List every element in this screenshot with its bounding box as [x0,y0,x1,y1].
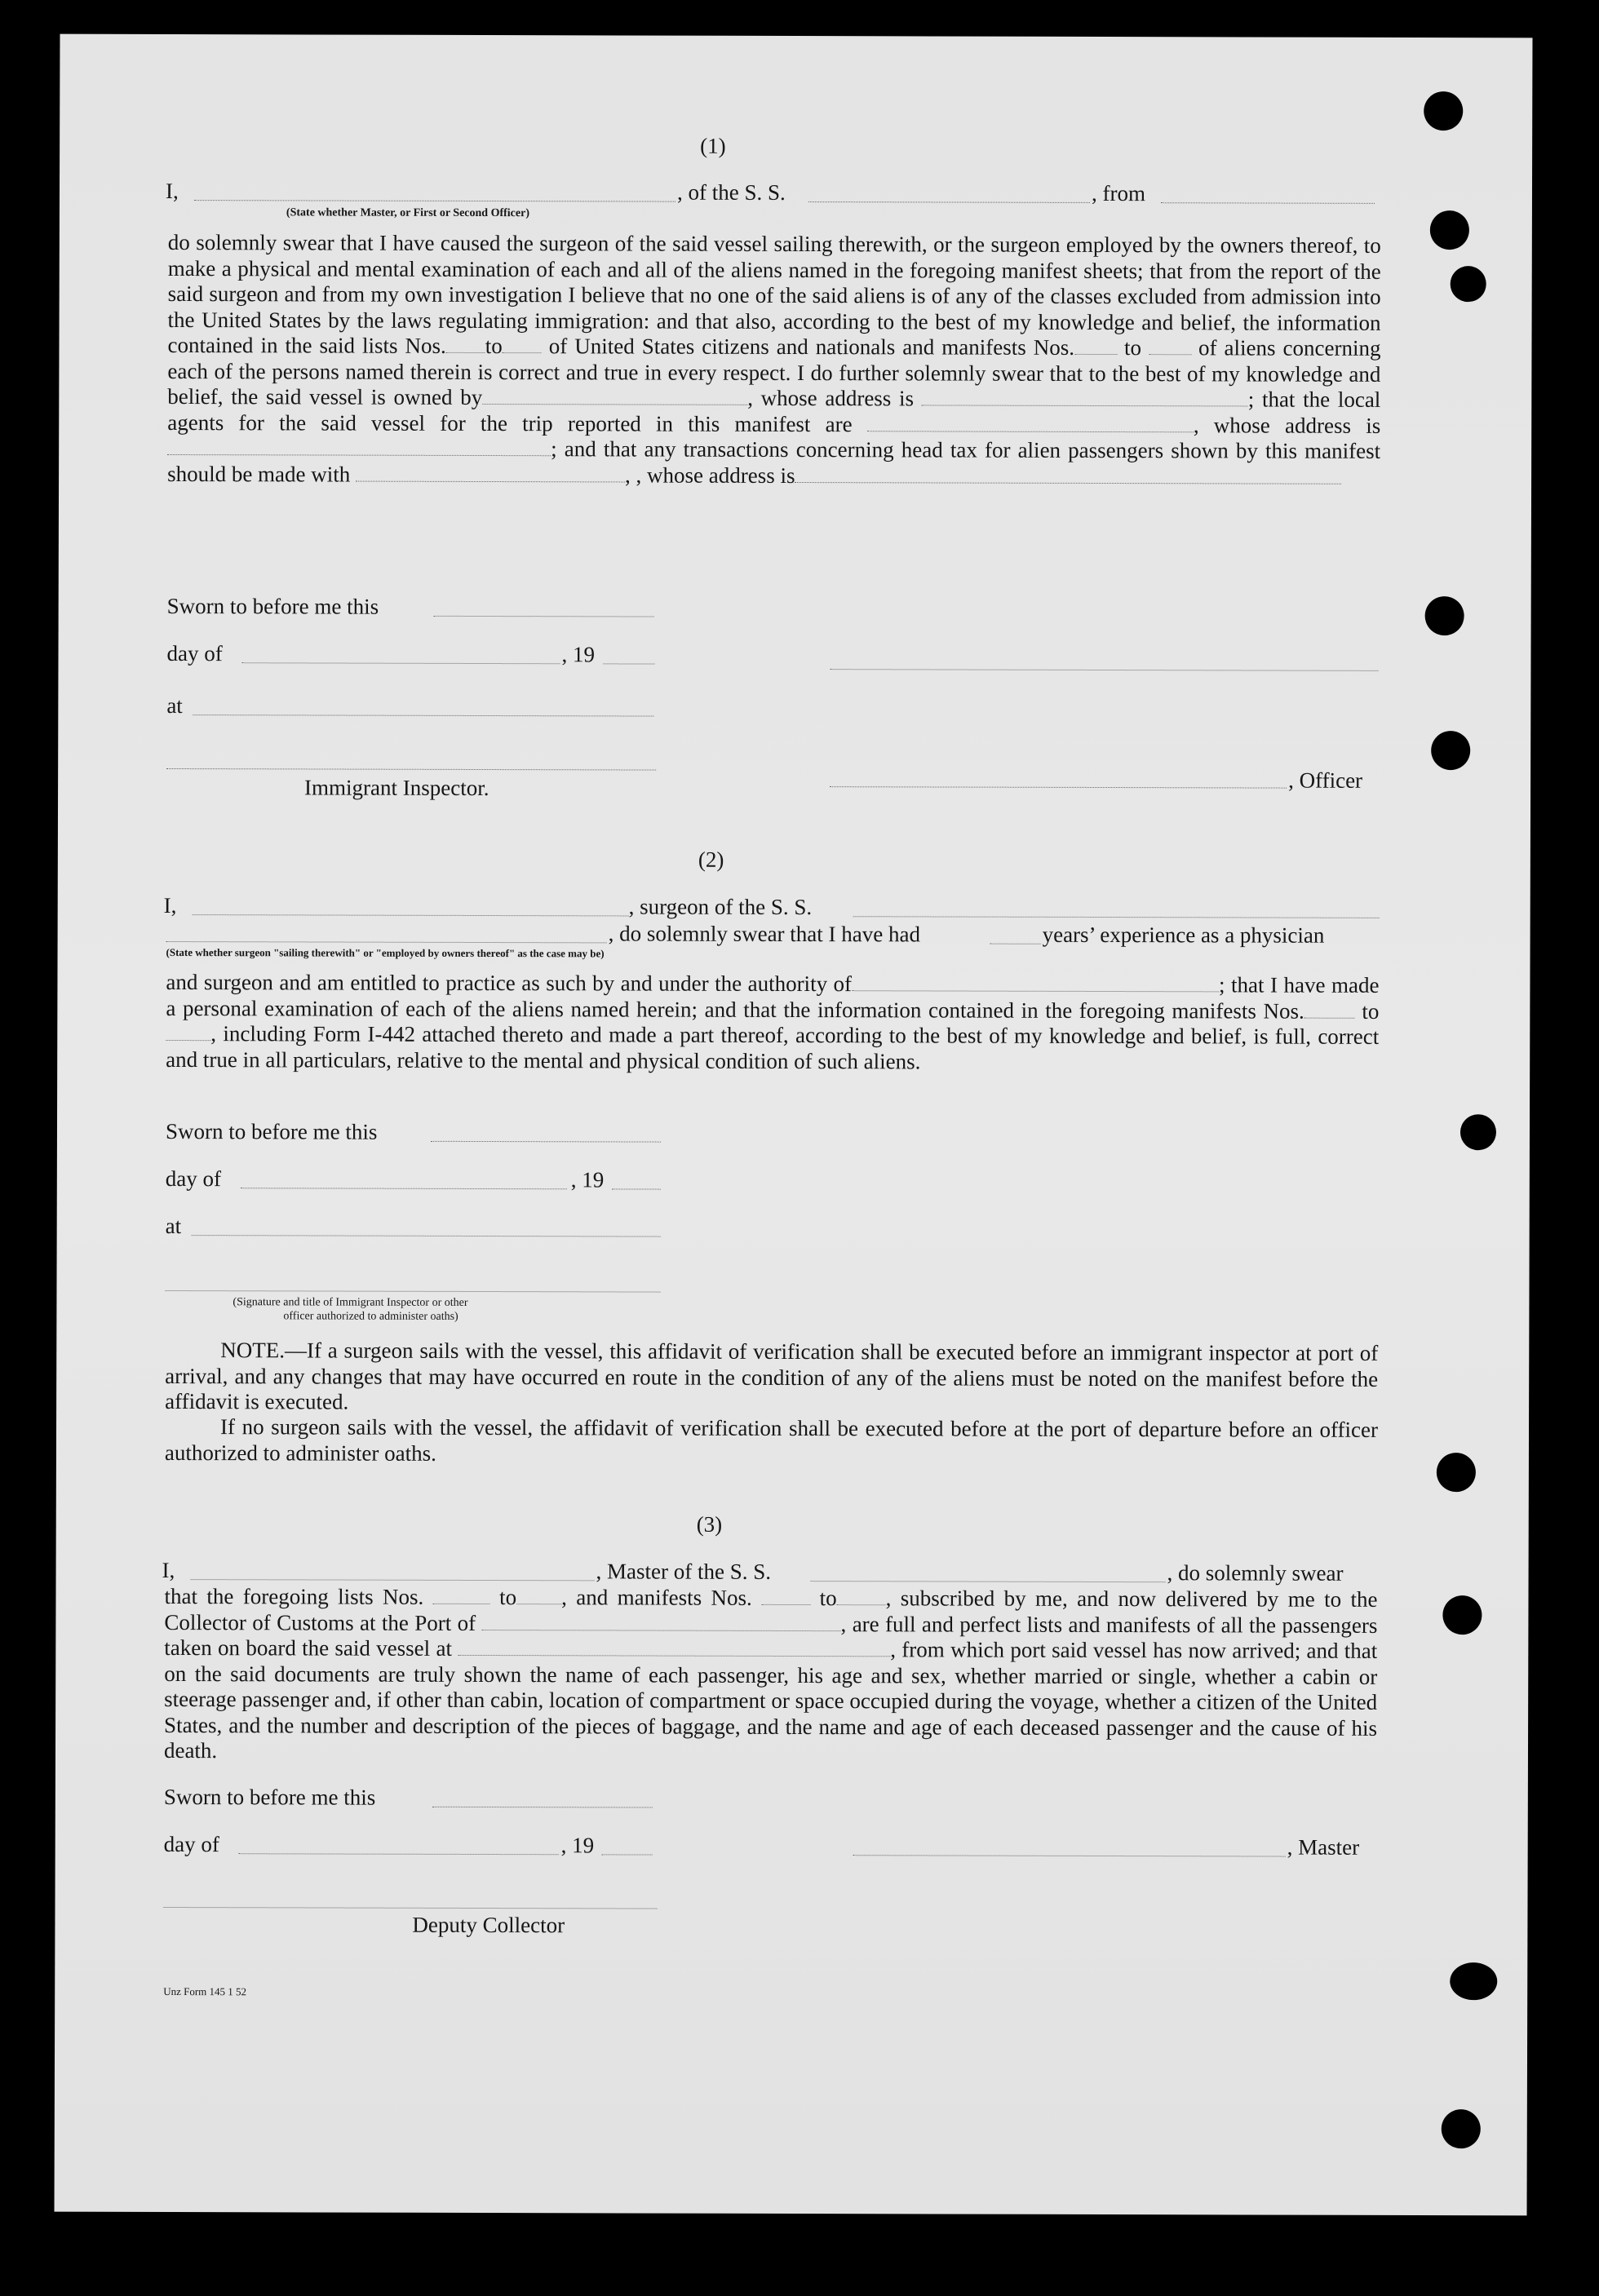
oath-text: of aliens concerning each of the persons named therein is correct and true in every respect. I do further solemnly swear that to the best of my knowledge and belief, the said vessel is owned by [167,335,1381,409]
from-port-field[interactable] [1161,202,1375,204]
sworn-year-field[interactable] [602,1854,653,1855]
sworn-year-field[interactable] [612,1188,661,1189]
years-field[interactable] [990,944,1041,945]
oath-text: , from which port said vessel has now arrived; and that on the said documents are truly shown the name of each passenger, his age and sex, whether married or single, whether a cabin or steerage passenger and, if other than cabin, location of compartment or space occupied during the voyage, whether a citizen of the United States, and the number and description of the pieces of baggage, and the name and age of each deceased passenger and the cause of his death. [163,1637,1378,1763]
punch-hole [1442,1595,1482,1635]
punch-hole [1424,91,1463,131]
oath-text: ; that I have made a personal examination of each of the aliens named herein; and that the information contained in the foregoing manifests Nos. [166,972,1380,1024]
embark-port-field[interactable] [458,1637,890,1657]
punch-hole [1430,210,1469,250]
owner-field[interactable] [482,386,747,405]
surgeon-name-field[interactable] [193,914,629,916]
manifests-from-field[interactable] [1304,999,1355,1018]
agents-address-field[interactable] [167,436,551,456]
officer-name-field[interactable] [194,200,675,202]
officer-label: , Officer [1288,768,1363,793]
master-of-label: , Master of the S. S. [596,1559,772,1584]
sworn-month-field[interactable] [241,1188,567,1189]
form-number: Unz Form 145 1 52 [163,1984,247,1998]
oath-text: , whose address is [747,385,915,411]
oath-text: do solemnly swear that I have caused the surgeon of the said vessel sailing therewith, or the surgeon employed by the owners thereof, to make a physical and mental examination of each and all of the aliens named in the foregoing manifest sheets; that from the report of the said surgeon and from my own investigation I believe that no one of the said aliens is of any of the classes excluded from admission into the United States by the laws regulating immigration: and that also, according to the best of my knowledge and belief, the information contained in the said lists Nos. [167,229,1381,358]
oath-text: , and manifests Nos. [561,1585,752,1610]
officer-title-field[interactable] [830,786,1287,788]
deputy-collector-label: Deputy Collector [412,1912,565,1938]
oath-text: , are full and perfect lists and manifests of all the passengers taken on board the said vessel at [164,1611,1378,1661]
sworn-place-field[interactable] [193,714,653,716]
sworn-label: Sworn to before me this [166,593,379,619]
manifests-to-field[interactable] [166,1022,210,1041]
oath-text: , whose address is [1193,412,1381,438]
day-of-label: day of [165,1166,222,1192]
authority-field[interactable] [852,972,1219,992]
inspector-signature-field[interactable] [166,768,656,771]
surgeon-note: (State whether surgeon "sailing therewith" or "employed by owners thereof" as the case may be) [166,945,605,960]
sworn-place-field[interactable] [192,1235,661,1237]
oath-text: and surgeon and am entitled to practice as such by and under the authority of [166,969,853,997]
head-tax-contact-field[interactable] [356,462,625,482]
punch-hole [1431,731,1470,770]
contact-address-field[interactable] [795,464,1342,484]
officer-signature-field[interactable] [830,669,1378,671]
from-label: , from [1091,180,1146,206]
lists-from-field[interactable] [433,1586,490,1604]
manifests-from-field[interactable] [1074,336,1117,355]
section-number: (1) [700,133,726,158]
oath-text: ; and that any transactions concerning head tax for alien passengers shown by this manifest should be made with [167,436,1381,487]
signature-note: (Signature and title of Immigrant Inspector or other [233,1296,468,1309]
day-of-label: day of [166,640,223,666]
inspector-label: Immigrant Inspector. [304,775,489,801]
sworn-day-field[interactable] [434,616,654,617]
manifests-to-field[interactable] [1149,336,1191,355]
punch-hole [1442,2109,1481,2148]
oath-text: , whose address is [636,462,795,488]
oath-text: to [499,1585,517,1610]
vessel-name-field[interactable] [811,1581,1166,1582]
year-label: , 19 [570,1167,605,1192]
oath-paragraph-2 [166,970,1379,1076]
punch-hole [1450,1962,1497,2000]
oath-text: , subscribed by me, and now delivered by me to the Collector of Customs at the Port of [164,1586,1378,1635]
punch-hole [1437,1453,1476,1492]
lists-from-field[interactable] [446,334,485,353]
oath-paragraph-1: do solemnly swear that I have caused the surgeon of the said vessel sailing therewith, or the surgeon employed by the owners thereof, to make a physical and mental examination of each and all of the aliens named in the foregoing manifest sheets; that from the report of the said surgeon and from my own investigation I believe that no one of the said aliens is of any of the classes excluded from admission into the United States by the laws regulating immigration: and that also, according to the best of my knowledge and belief, the information contained in the said lists Nos. to of United States citizens and nationals and manifests Nos. to of aliens concerning each of the persons named therein is correct and true in every respect. I do further solemnly swear that to the best of my knowledge and belief, the said vessel is owned by , whose address is ; that the local agents for the said vessel for the trip reported in this manifest are , whose address is ; and that any transactions concerning head tax for alien passengers shown by this manifest should be made with , , whose address is [167,229,1381,488]
punch-hole [1425,596,1464,635]
oath-text: to [485,334,503,359]
oath-text: of United States citizens and nationals and manifests Nos. [548,334,1075,360]
deputy-signature-field[interactable] [163,1907,657,1909]
inspector-signature-field[interactable] [165,1290,660,1293]
port-field[interactable] [482,1612,841,1631]
punch-hole [1460,1114,1496,1150]
swear-label: , do solemnly swear [1167,1560,1344,1586]
form-page [55,34,1533,2216]
master-signature-field[interactable] [853,1855,1286,1856]
sworn-day-field[interactable] [431,1141,661,1143]
years-label: years’ experience as a physician [1042,922,1325,948]
owner-address-field[interactable] [922,387,1248,406]
punch-hole [1451,266,1486,302]
section-number: (2) [698,847,724,872]
local-agents-field[interactable] [867,413,1194,432]
day-of-label: day of [163,1831,219,1857]
surgeon-of-label: , surgeon of the S. S. [628,894,813,920]
oath-text: ; that the local agents for the said vessel for the trip reported in this manifest are [167,387,1381,436]
oath-text: to [1362,998,1380,1024]
manifests-to-field[interactable] [837,1586,886,1605]
master-label: , Master [1287,1834,1360,1860]
oath-text: , including Form I-442 attached thereto and made a part thereof, according to the best of my knowledge and belief, is full, correct and true in all particulars, relative to the mental and physical condition of such aliens. [166,1021,1380,1073]
vessel-name-field[interactable] [808,201,1090,203]
i-label: I, [163,892,177,918]
sworn-day-field[interactable] [432,1807,653,1808]
sworn-label: Sworn to before me this [163,1784,376,1810]
oath-text: that the foregoing lists Nos. [164,1583,424,1609]
sworn-year-field[interactable] [603,663,654,664]
at-label: at [166,692,183,719]
sworn-month-field[interactable] [241,662,560,664]
surgeon-status-field[interactable] [166,941,607,943]
year-label: , 19 [561,642,596,667]
i-label: I, [162,1557,175,1583]
lists-to-field[interactable] [503,334,542,353]
signature-note: officer authorized to administer oaths) [283,1310,458,1323]
lists-to-field[interactable] [516,1586,561,1604]
sworn-month-field[interactable] [239,1853,559,1855]
note-paragraph: If no surgeon sails with the vessel, the affidavit of verification shall be executed before at the port of departure before an officer authorized to administer oaths. [164,1414,1379,1466]
swear-label: , do solemnly swear that I have had [608,921,921,947]
manifests-from-field[interactable] [761,1586,810,1605]
vessel-name-field[interactable] [853,916,1380,918]
oath-paragraph-3 [164,1584,1378,1767]
note-paragraph: NOTE.—If a surgeon sails with the vessel, this affidavit of verification shall be executed before an immigrant inspector at port of arrival, and any changes that may have occurred en route in the condition of any of the aliens must be noted on the manifest before the affidavit is executed. [165,1338,1379,1414]
oath-text: to [1123,335,1142,361]
year-label: , 19 [560,1833,595,1858]
oath-text: to [819,1586,837,1611]
sworn-label: Sworn to before me this [165,1118,378,1144]
of-ss-label: , of the S. S. [676,179,786,205]
master-name-field[interactable] [191,1579,595,1581]
i-label: I, [165,178,179,204]
at-label: at [165,1213,182,1239]
section-number: (3) [696,1511,723,1537]
officer-note: (State whether Master, or First or Second Officer) [286,206,530,220]
